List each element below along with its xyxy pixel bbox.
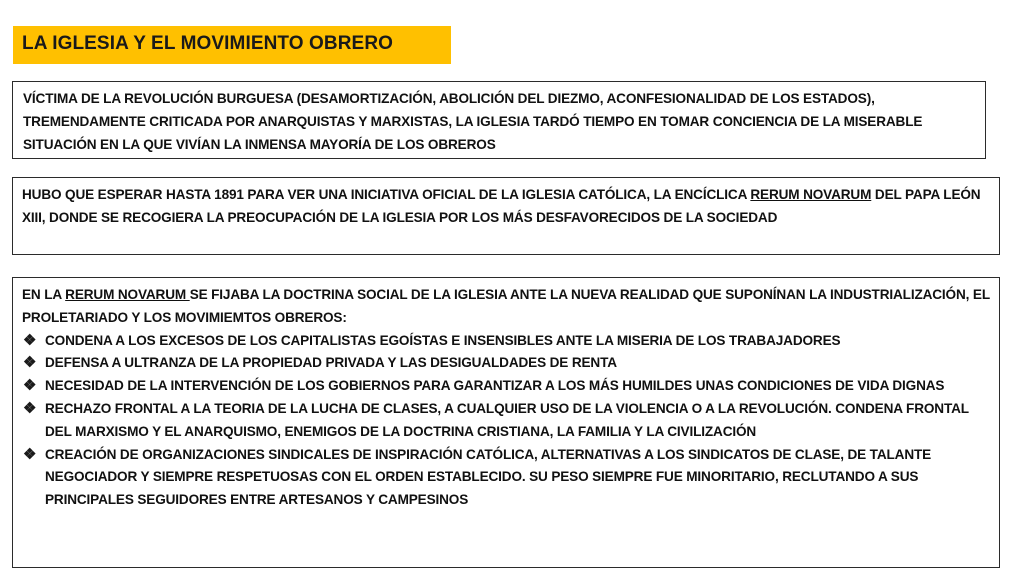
encyclical-text-after: DEL PAPA LEÓN XIII, DONDE SE RECOGIERA LA PREOCUPACIÓN DE LA IGLESIA POR LOS MÁS DESFAVORECIDOS DE LA SOCIEDAD [22, 187, 981, 225]
slide-title-text: LA IGLESIA Y EL MOVIMIENTO OBRERO [22, 33, 394, 54]
diamond-bullet-icon: ❖ [23, 377, 37, 395]
bullet-text: CREACIÓN DE ORGANIZACIONES SINDICALES DE INSPIRACIÓN CATÓLICA, ALTERNATIVAS A LOS SINDICATOS DE CLASE, DE TALANTE NEGOCIADOR Y SIEMPRE RESPETUOSAS CON EL ORDEN ESTABLECIDO. SU PESO SIEMPRE FUE MINORITARIO, RECLUTANDO A SUS PRINCIPALES SEGUIDORES ENTRE ARTESANOS Y CAMPESINOS [45, 446, 932, 508]
bullet-item-condena [22, 330, 993, 353]
bullet-text: RECHAZO FRONTAL A LA TEORIA DE LA LUCHA DE CLASES, A CUALQUIER USO DE LA VIOLENCIA O A LA REVOLUCIÓN. CONDENA FRONTAL DEL MARXISMO Y EL ANARQUISMO, ENEMIGOS DE LA DOCTRINA CRISTIANA, LA FAMILIA Y LA CIVILIZACIÓN [45, 400, 969, 439]
doctrine-intro-before: EN LA [22, 287, 66, 302]
encyclical-text-before: HUBO QUE ESPERAR HASTA 1891 PARA VER UNA INICIATIVA OFICIAL DE LA IGLESIA CATÓLICA, LA ENCÍCLICA [22, 187, 751, 202]
bullet-item-defensa [22, 352, 993, 375]
encyclical-paragraph [22, 183, 993, 229]
diamond-bullet-icon: ❖ [23, 331, 37, 349]
encyclical-text-box [12, 177, 1000, 255]
bullet-text: CONDENA A LOS EXCESOS DE LOS CAPITALISTAS EGOÍSTAS E INSENSIBLES ANTE LA MISERIA DE LOS TRABAJADORES [45, 332, 841, 348]
bullet-text: DEFENSA A ULTRANZA DE LA PROPIEDAD PRIVADA Y LAS DESIGUALDADES DE RENTA [45, 355, 617, 371]
bullet-item-intervencion [22, 375, 993, 398]
slide-title [13, 26, 451, 64]
doctrine-intro [22, 284, 993, 330]
bullet-item-rechazo [22, 398, 993, 444]
victim-paragraph: VÍCTIMA DE LA REVOLUCIÓN BURGUESA (DESAMORTIZACIÓN, ABOLICIÓN DEL DIEZMO, ACONFESIONALIDAD DE LOS ESTADOS), TREMENDAMENTE CRITICADA POR ANARQUISTAS Y MARXISTAS, LA IGLESIA TARDÓ TIEMPO EN TOMAR CONCIENCIA DE LA MISERABLE SITUACIÓN EN LA QUE VIVÍAN LA INMENSA MAYORÍA DE LOS OBREROS [23, 91, 923, 152]
doctrine-text-box [12, 277, 1000, 568]
victim-text-box [12, 81, 986, 159]
diamond-bullet-icon: ❖ [23, 445, 37, 463]
doctrine-bullet-list [22, 330, 993, 512]
rerum-novarum-underlined: RERUM NOVARUM [750, 187, 872, 202]
bullet-text: NECESIDAD DE LA INTERVENCIÓN DE LOS GOBIERNOS PARA GARANTIZAR A LOS MÁS HUMILDES UNAS CONDICIONES DE VIDA DIGNAS [45, 378, 945, 394]
diamond-bullet-icon: ❖ [23, 354, 37, 372]
diamond-bullet-icon: ❖ [23, 399, 37, 417]
doctrine-intro-after: SE FIJABA LA DOCTRINA SOCIAL DE LA IGLESIA ANTE LA NUEVA REALIDAD QUE SUPONÍNAN LA INDUSTRIALIZACIÓN, EL PROLETARIADO Y LOS MOVIMIEMTOS OBREROS: [22, 287, 990, 325]
bullet-item-creacion [22, 444, 993, 512]
doctrine-rerum-novarum-underlined: RERUM NOVARUM [65, 287, 190, 302]
